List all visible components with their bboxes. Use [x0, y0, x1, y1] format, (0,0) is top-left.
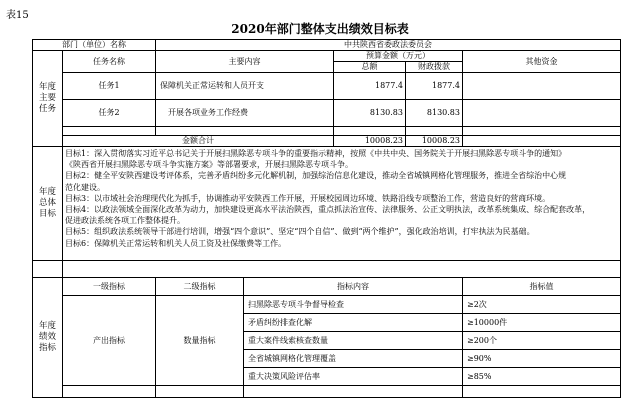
task-row-empty	[33, 127, 621, 136]
task-name: 任务1	[63, 73, 156, 100]
amount-other	[463, 136, 621, 147]
perf-section-label	[33, 278, 63, 398]
goal-line: 促进政法系统各项工作整体提升。	[65, 216, 185, 226]
goals-content	[63, 147, 621, 261]
goal-line: 目标2：健全平安陕西建设考评体系，完善矛盾纠纷多元化解机制，加强综治信息化建设，推动全省城镇网格化管理服务，推进全省综治中心规	[65, 171, 567, 181]
task-name: 任务2	[63, 100, 156, 127]
indicator-content: 全省城镇网格化管理覆盖	[244, 350, 463, 368]
perf-section-text: 年度 绩效 指标	[38, 321, 56, 353]
table-number: 表15	[6, 10, 29, 21]
task-fiscal: 1877.4	[406, 73, 463, 100]
task-total-empty	[334, 127, 406, 136]
perf-header-row	[33, 278, 621, 296]
task-name-empty	[63, 127, 156, 136]
goal-line: 《陕西省开展扫黑除恶专项斗争实施方案》等部署要求，开展扫黑除恶专项斗争。	[65, 160, 353, 170]
dept-label: 部门（单位）名称	[33, 40, 156, 51]
task-other-empty	[463, 127, 621, 136]
fiscal-header: 财政拨款	[406, 62, 463, 73]
indicator-value-header: 指标值	[463, 278, 621, 296]
indicator-value: ≥2次	[463, 296, 621, 314]
main-content-header: 主要内容	[156, 51, 334, 73]
task-row	[33, 73, 621, 100]
level1-output: 产出指标	[63, 296, 156, 386]
other-funds-header: 其他资金	[463, 51, 621, 73]
dept-row	[33, 40, 621, 51]
indicator-content: 重大案件线索核查数量	[244, 332, 463, 350]
task-content: 开展各项业务工作经费	[156, 100, 334, 127]
indicator-content-empty	[244, 386, 463, 398]
spacer-cell	[33, 261, 63, 278]
indicator-content: 重大决策风险评估率	[244, 368, 463, 386]
goals-row	[33, 147, 621, 261]
spacer-cell-wide	[63, 261, 621, 278]
indicator-content: 矛盾纠纷排查化解	[244, 314, 463, 332]
total-header: 总额	[334, 62, 406, 73]
page-title: 2020年部门整体支出绩效目标表	[231, 22, 409, 36]
task-other	[463, 100, 621, 127]
indicator-value: ≥10000件	[463, 314, 621, 332]
dept-name: 中共陕西省委政法委员会	[156, 40, 621, 51]
indicator-content-header: 指标内容	[244, 278, 463, 296]
indicator-value: ≥200个	[463, 332, 621, 350]
indicator-row	[33, 296, 621, 314]
performance-target-table	[32, 39, 621, 398]
task-content-empty	[156, 127, 334, 136]
goal-line: 目标4：以政法领域全面深化改革为动力，加快建设更高水平法治陕西，重点抓法治宣传、法律服务、公正文明执法，改革系统集成、综合配套改革，	[65, 205, 591, 215]
task-total: 8130.83	[334, 100, 406, 127]
amount-total-row	[33, 136, 621, 147]
goal-line: 范化建设。	[65, 182, 105, 192]
indicator-value: ≥85%	[463, 368, 621, 386]
level2-header: 二级指标	[156, 278, 244, 296]
tasks-section-label	[33, 51, 63, 147]
amount-fiscal: 10008.23	[406, 136, 463, 147]
task-fiscal-empty	[406, 127, 463, 136]
tasks-section-text: 年度 主要 任务	[38, 82, 56, 114]
amount-total: 10008.23	[334, 136, 406, 147]
goals-section-text: 年度 总体 目标	[38, 187, 56, 219]
indicator-value: ≥90%	[463, 350, 621, 368]
indicator-content: 扫黑除恶专项斗争督导检查	[244, 296, 463, 314]
goal-line: 目标1：深入贯彻落实习近平总书记关于开展扫黑除恶专项斗争的重要指示精神，按照《中共中央、国务院关于开展扫黑除恶专项斗争的通知》	[65, 149, 567, 158]
task-other	[463, 73, 621, 100]
level1-empty	[63, 386, 156, 398]
goal-line: 目标6：保障机关正常运转和机关人员工资及社保缴费等工作。	[65, 238, 287, 248]
task-row	[33, 100, 621, 127]
task-name-header: 任务名称	[63, 51, 156, 73]
task-content: 保障机关正常运转和人员开支	[156, 73, 334, 100]
goal-line: 目标3：以市域社会治理现代化为抓手，协调推动平安陕西工作开展，开展校园周边环境、铁路沿线专项整治工作，营造良好的营商环境。	[65, 193, 551, 203]
level2-quantity: 数量指标	[156, 296, 244, 386]
spacer-row	[33, 261, 621, 278]
indicator-value-empty	[463, 386, 621, 398]
goals-section-label	[33, 147, 63, 261]
amount-total-label: 金额合计	[63, 136, 334, 147]
goal-line: 目标5：组织政法系统领导干部进行培训，增强“四个意识”、坚定“四个自信”、做到“两个维护”，强化政治培训，打牢执法为民基础。	[65, 227, 535, 237]
budget-header: 预算金额（万元）	[334, 51, 463, 62]
tasks-header-row	[33, 51, 621, 62]
task-total: 1877.4	[334, 73, 406, 100]
indicator-row-empty	[33, 386, 621, 398]
level1-header: 一级指标	[63, 278, 156, 296]
task-fiscal: 8130.83	[406, 100, 463, 127]
level2-empty	[156, 386, 244, 398]
